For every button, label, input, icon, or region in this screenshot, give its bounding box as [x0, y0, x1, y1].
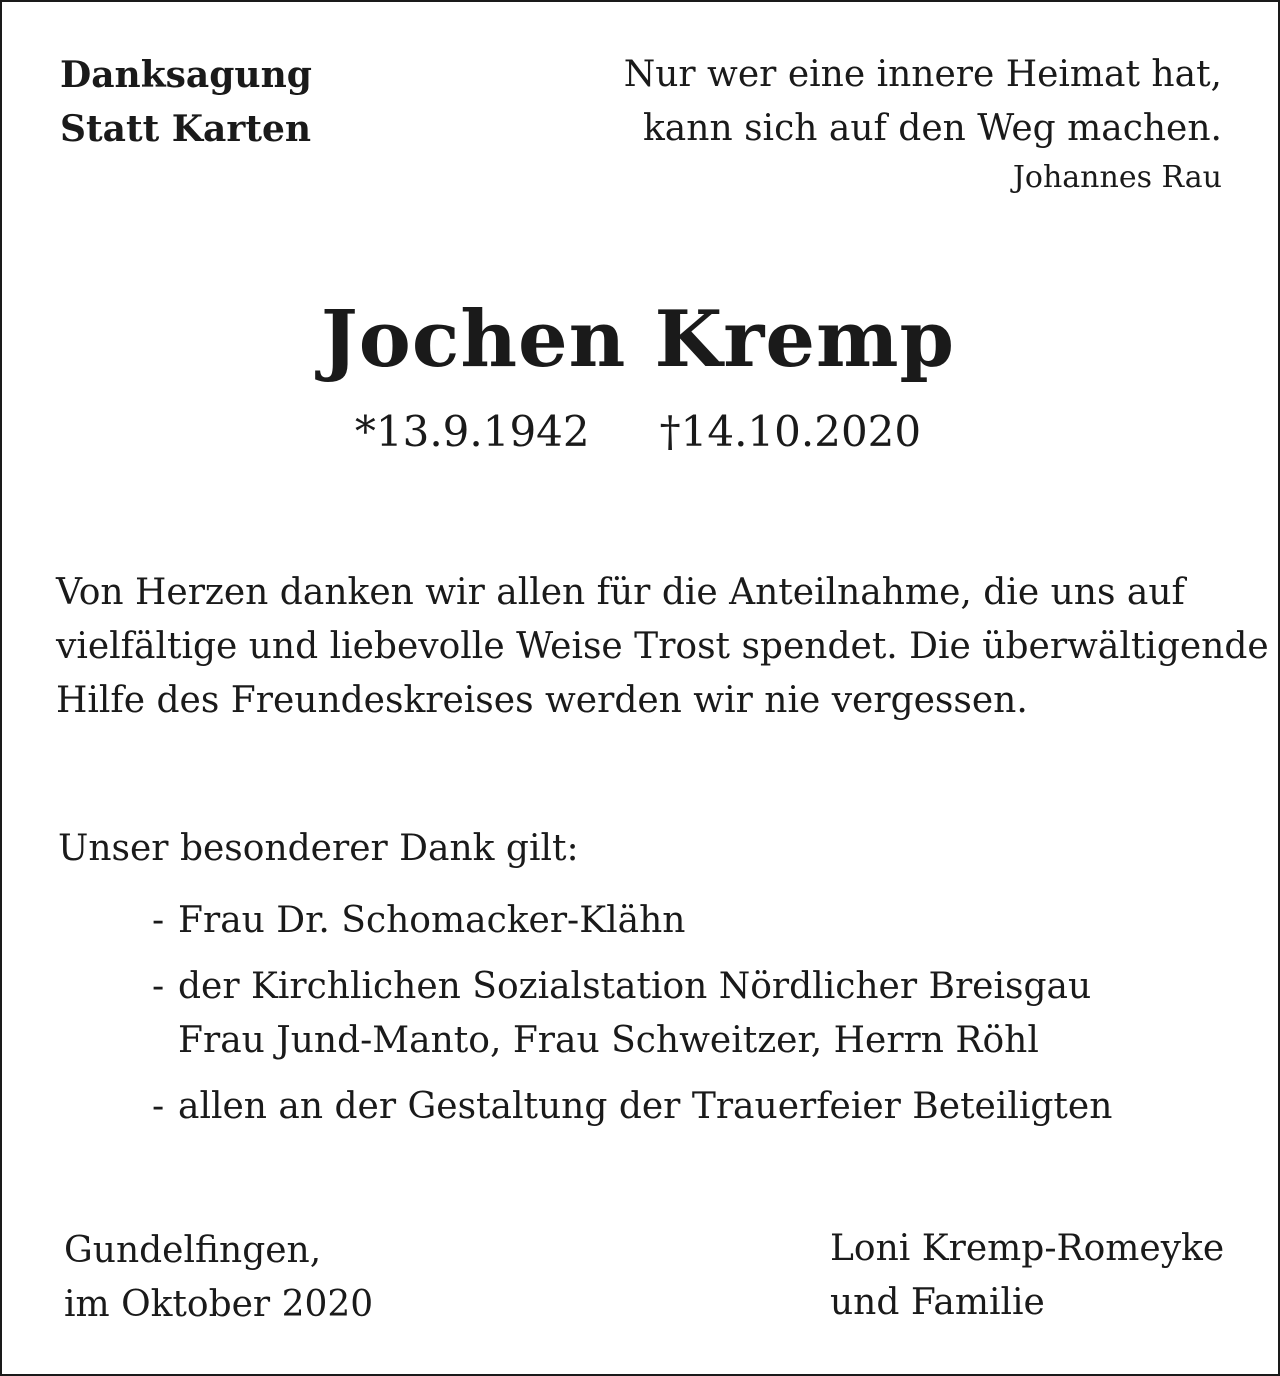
notice-subtype-label: Statt Karten — [60, 108, 312, 150]
birth-date: *13.9.1942 — [354, 407, 590, 456]
list-item — [152, 960, 1112, 1068]
list-item-text: der Kirchlichen Sozialstation Nördlicher Breisgau — [178, 966, 1092, 1007]
place-line: Gundelfingen, — [64, 1230, 322, 1271]
list-item — [152, 894, 1112, 948]
message-line: Hilfe des Freundeskreises werden wir nie vergessen. — [56, 680, 1028, 721]
list-item-text: Frau Dr. Schomacker-Klähn — [178, 900, 686, 941]
list-dash: - — [152, 966, 165, 1007]
special-thanks-heading: Unser besonderer Dank gilt: — [58, 828, 579, 869]
signature-family: und Familie — [830, 1282, 1045, 1323]
list-dash: - — [152, 900, 165, 941]
life-dates — [0, 402, 1276, 462]
list-item-continuation: Frau Jund-Manto, Frau Schweitzer, Herrn Röhl — [178, 1020, 1039, 1061]
date-line: im Oktober 2020 — [64, 1284, 374, 1325]
death-date: †14.10.2020 — [659, 407, 922, 456]
header-left — [60, 48, 312, 156]
quote-author: Johannes Rau — [1012, 160, 1222, 195]
special-thanks-list — [152, 894, 1112, 1134]
list-item — [152, 1080, 1112, 1134]
deceased-name: Jochen Kremp — [320, 294, 956, 385]
quote-line: kann sich auf den Weg machen. — [642, 108, 1222, 149]
quote-line: Nur wer eine innere Heimat hat, — [623, 54, 1222, 95]
notice-type-label: Danksagung — [60, 54, 312, 96]
list-dash: - — [152, 1086, 165, 1127]
quote-block — [624, 48, 1222, 156]
list-item-text: allen an der Gestaltung der Trauerfeier Beteiligten — [178, 1086, 1113, 1127]
message-line: Von Herzen danken wir allen für die Anteilnahme, die uns auf — [56, 572, 1185, 613]
message-line: vielfältige und liebevolle Weise Trost spendet. Die überwältigende — [56, 626, 1269, 667]
place-and-date — [64, 1224, 373, 1332]
thanks-message — [56, 566, 1269, 728]
signature-block — [830, 1222, 1224, 1330]
signature-name: Loni Kremp-Romeyke — [830, 1228, 1225, 1269]
